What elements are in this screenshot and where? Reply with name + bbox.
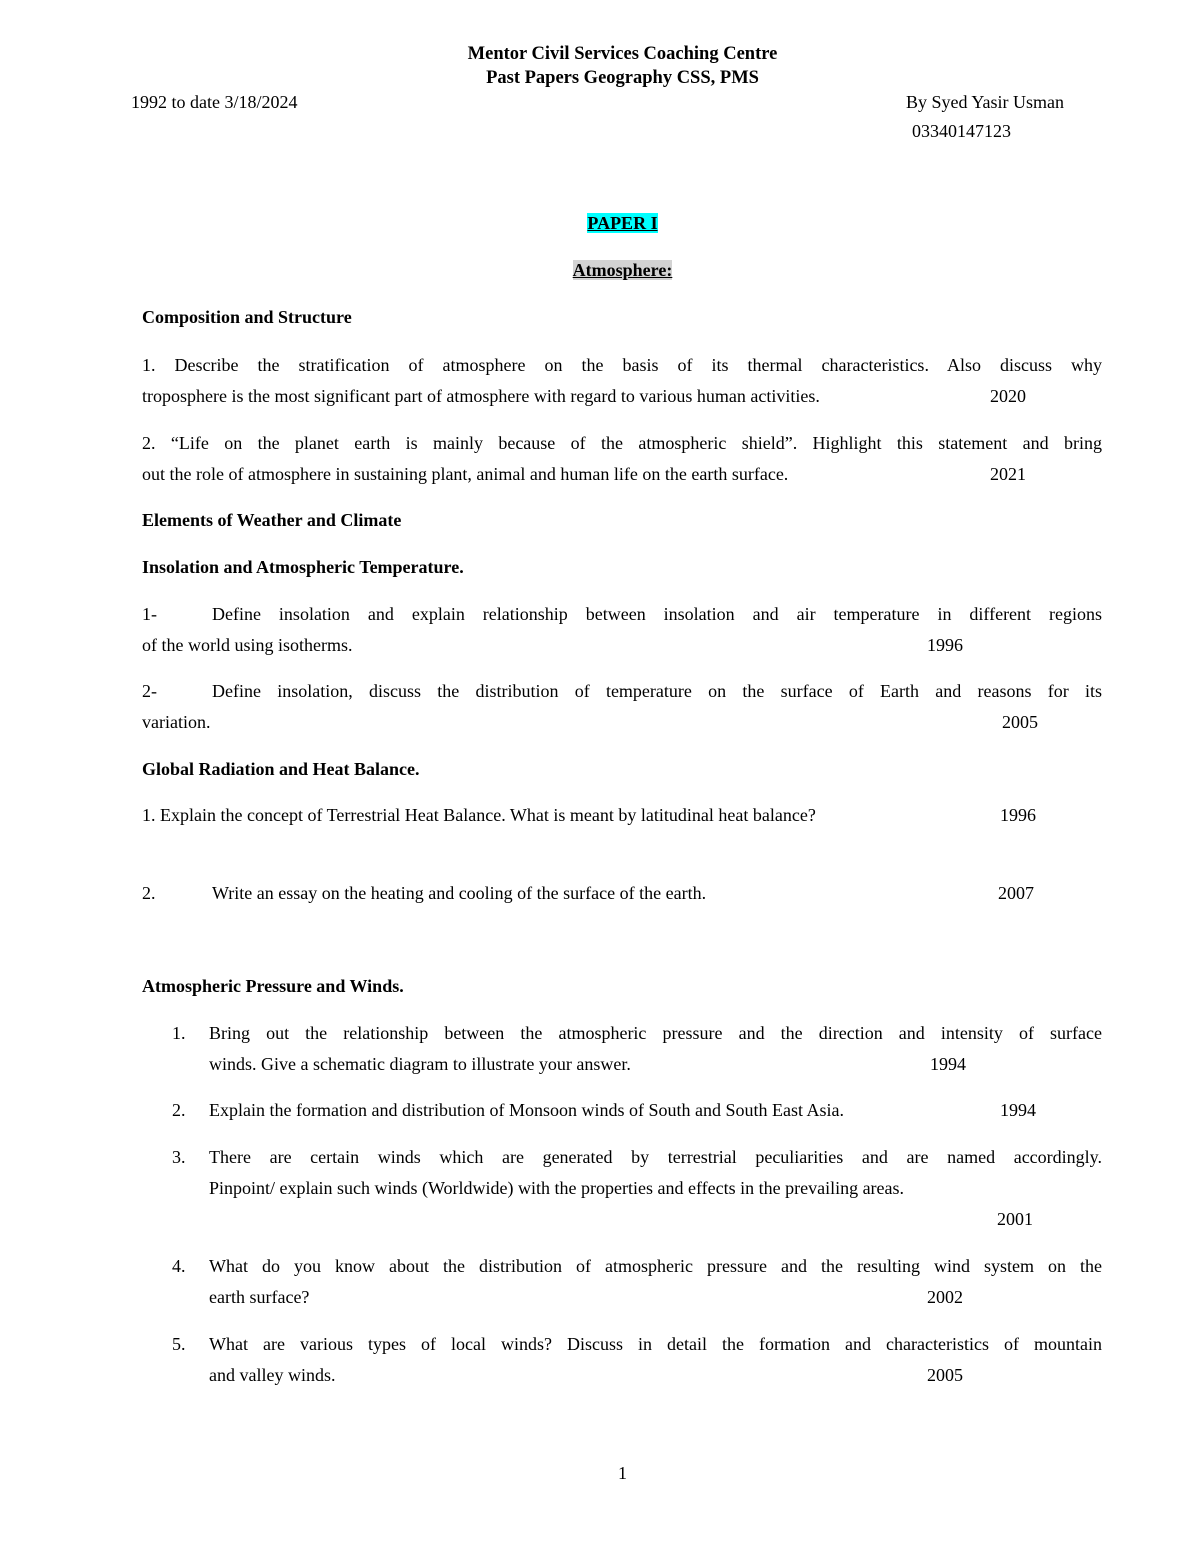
composition-q2-line1: 2. “Life on the planet earth is mainly because of the atmospheric shield”. Highlight this statement and bring [142, 433, 1102, 453]
pressure-item-4-line2: earth surface? [209, 1287, 310, 1307]
doc-subtitle: Past Papers Geography CSS, PMS [486, 68, 759, 88]
insolation-q2-year: 2005 [1002, 712, 1038, 732]
pressure-item-5-line2: and valley winds. [209, 1365, 336, 1385]
composition-q2-line2: out the role of atmosphere in sustaining plant, animal and human life on the earth surface. [142, 464, 789, 484]
composition-q2-year: 2021 [990, 464, 1026, 484]
page-number: 1 [618, 1463, 627, 1483]
pressure-heading: Atmospheric Pressure and Winds. [142, 976, 404, 996]
pressure-item-3-year: 2001 [997, 1209, 1033, 1229]
pressure-item-5-number: 5. [172, 1334, 186, 1354]
pressure-item-4-line1: What do you know about the distribution of atmospheric pressure and the resulting wind system on the [209, 1256, 1102, 1276]
insolation-q1-year: 1996 [927, 635, 963, 655]
insolation-q1-number: 1- [142, 604, 157, 624]
pressure-item-1-line1: Bring out the relationship between the atmospheric pressure and the direction and intensity of surface [209, 1023, 1102, 1043]
insolation-q2-number: 2- [142, 681, 157, 701]
pressure-item-1-number: 1. [172, 1023, 186, 1043]
composition-q1-line2: troposphere is the most significant part of atmosphere with regard to various human activities. [142, 386, 820, 406]
composition-heading: Composition and Structure [142, 307, 352, 327]
radiation-heading: Global Radiation and Heat Balance. [142, 759, 420, 779]
org-title: Mentor Civil Services Coaching Centre [467, 44, 778, 64]
insolation-q1-line2: of the world using isotherms. [142, 635, 353, 655]
pressure-item-2-year: 1994 [1000, 1100, 1036, 1120]
pressure-item-3-number: 3. [172, 1147, 186, 1167]
composition-q1-year: 2020 [990, 386, 1026, 406]
author-phone: 03340147123 [912, 121, 1011, 141]
date-range: 1992 to date 3/18/2024 [131, 92, 298, 112]
radiation-q1-year: 1996 [1000, 805, 1036, 825]
insolation-q1-line1: Define insolation and explain relationship between insolation and air temperature in different regions [212, 604, 1102, 624]
pressure-item-3-line2: Pinpoint/ explain such winds (Worldwide) with the properties and effects in the prevailing areas. [209, 1178, 905, 1198]
pressure-item-5-line1: What are various types of local winds? Discuss in detail the formation and characteristics of mountain [209, 1334, 1102, 1354]
radiation-q2-text: Write an essay on the heating and cooling of the surface of the earth. [212, 883, 707, 903]
insolation-q2-line1: Define insolation, discuss the distribution of temperature on the surface of Earth and reasons for its [212, 681, 1102, 701]
pressure-item-5-year: 2005 [927, 1365, 963, 1385]
radiation-q2-number: 2. [142, 883, 156, 903]
pressure-item-4-number: 4. [172, 1256, 186, 1276]
radiation-q1-text: 1. Explain the concept of Terrestrial Heat Balance. What is meant by latitudinal heat balance? [142, 805, 816, 825]
pressure-item-1-year: 1994 [930, 1054, 966, 1074]
pressure-item-2-number: 2. [172, 1100, 186, 1120]
composition-q1-line1: 1. Describe the stratification of atmosphere on the basis of its thermal characteristics. Also discuss why [142, 355, 1102, 375]
paper-label: PAPER I [587, 213, 658, 233]
radiation-q2-year: 2007 [998, 883, 1034, 903]
elements-heading: Elements of Weather and Climate [142, 510, 402, 530]
section-title: Atmosphere: [572, 260, 673, 280]
pressure-item-2-line1: Explain the formation and distribution of Monsoon winds of South and South East Asia. [209, 1100, 844, 1120]
insolation-heading: Insolation and Atmospheric Temperature. [142, 557, 464, 577]
pressure-item-4-year: 2002 [927, 1287, 963, 1307]
insolation-q2-line2: variation. [142, 712, 211, 732]
pressure-item-1-line2: winds. Give a schematic diagram to illustrate your answer. [209, 1054, 631, 1074]
author-name: By Syed Yasir Usman [906, 92, 1065, 112]
pressure-item-3-line1: There are certain winds which are generated by terrestrial peculiarities and are named accordingly. [209, 1147, 1102, 1167]
